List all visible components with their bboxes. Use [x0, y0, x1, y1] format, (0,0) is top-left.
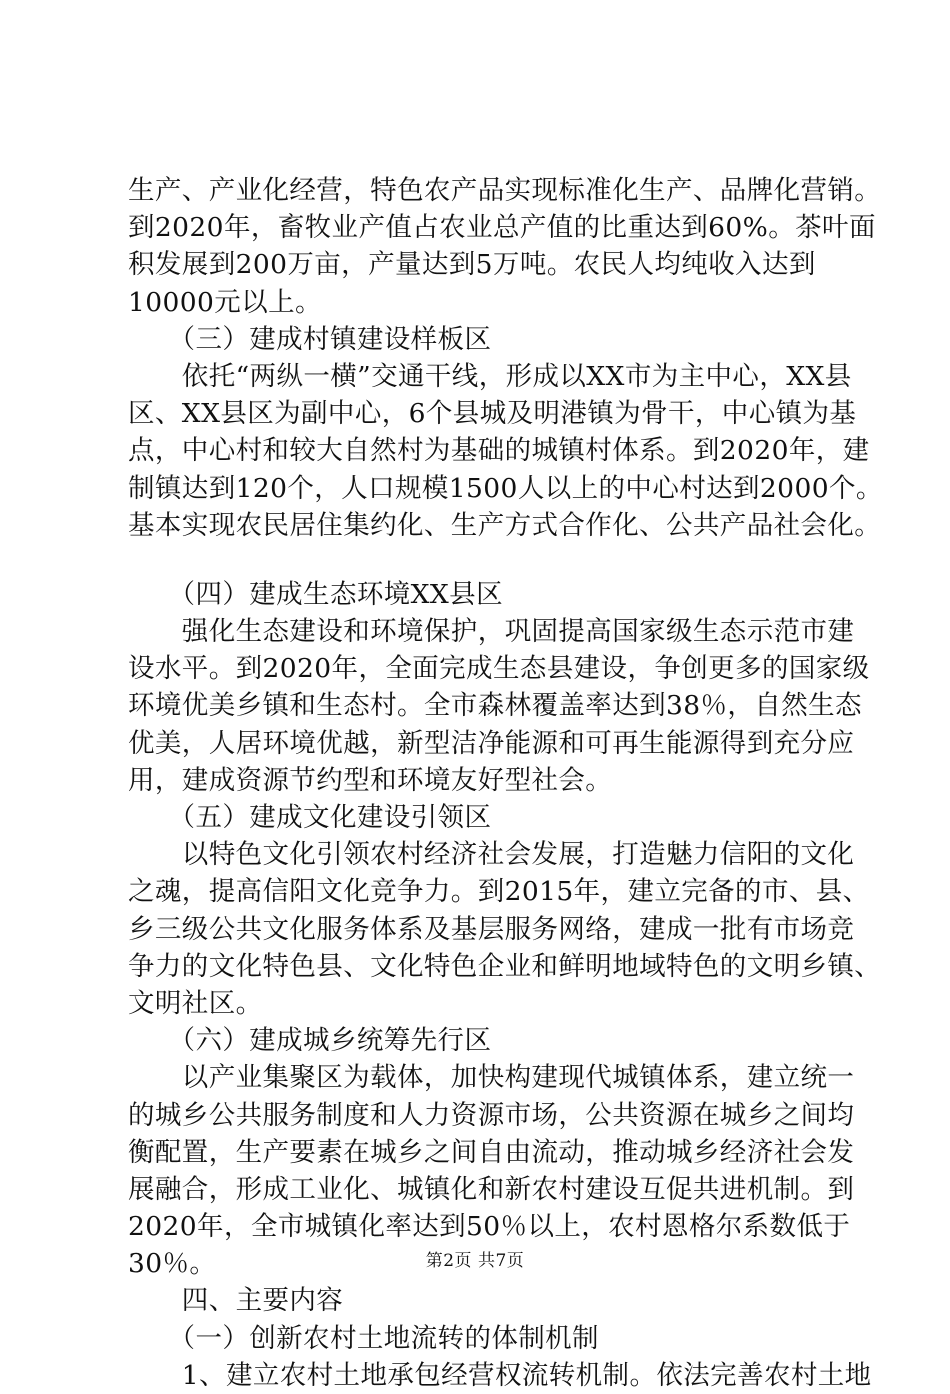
text-line: （六）建成城乡统筹先行区: [128, 1025, 492, 1057]
text-line: 用，建成资源节约型和环境友好型社会。: [128, 764, 613, 796]
document-body: [128, 172, 883, 1394]
text-line: 文明社区。: [128, 987, 263, 1019]
text-line: 乡三级公共文化服务体系及基层服务网络，建成一批有市场竞: [128, 913, 855, 945]
text-line: 依托“两纵一横”交通干线，形成以XX市为主中心，XX县: [128, 360, 852, 392]
text-line: 环境优美乡镇和生态村。全市森林覆盖率达到38％，自然生态: [128, 690, 862, 722]
text-line: 10000元以上。: [128, 286, 322, 318]
text-line: 30％。: [128, 1248, 217, 1280]
text-line: 以产业集聚区为载体，加快构建现代城镇体系，建立统一: [128, 1062, 855, 1094]
text-line: 2020年，全市城镇化率达到50％以上，农村恩格尔系数低于: [128, 1211, 851, 1243]
text-line: 区、XX县区为副中心，6个县城及明港镇为骨干，中心镇为基: [128, 398, 857, 430]
text-line: 展融合，形成工业化、城镇化和新农村建设互促共进机制。到: [128, 1173, 855, 1205]
text-line: 点，中心村和较大自然村为基础的城镇村体系。到2020年，建: [128, 435, 870, 467]
text-line: 1、建立农村土地承包经营权流转机制。依法完善农村土地: [128, 1359, 872, 1391]
text-line: 的城乡公共服务制度和人力资源市场，公共资源在城乡之间均: [128, 1099, 855, 1131]
text-line: 以特色文化引领农村经济社会发展，打造魅力信阳的文化: [128, 839, 855, 871]
text-line: （一）创新农村土地流转的体制机制: [128, 1322, 599, 1354]
text-line: （五）建成文化建设引领区: [128, 802, 492, 833]
text-line: 基本实现农民居住集约化、生产方式合作化、公共产品社会化。: [128, 509, 882, 541]
paragraph-gap: [128, 544, 840, 576]
text-line: 争力的文化特色县、文化特色企业和鲜明地域特色的文明乡镇、: [128, 950, 882, 982]
text-line: 四、主要内容: [128, 1285, 344, 1317]
text-line: （三）建成村镇建设样板区: [128, 323, 492, 355]
text-line: 强化生态建设和环境保护，巩固提高国家级生态示范市建: [128, 616, 855, 648]
text-line: 优美，人居环境优越，新型洁净能源和可再生能源得到充分应: [128, 727, 855, 759]
text-line: 到2020年，畜牧业产值占农业总产值的比重达到60%。茶叶面: [128, 212, 876, 244]
text-line: 设水平。到2020年，全面完成生态县建设，争创更多的国家级: [128, 653, 870, 685]
text-line: 积发展到200万亩，产量达到5万吨。农民人均纯收入达到: [128, 249, 816, 281]
text-line: 之魂，提高信阳文化竞争力。到2015年，建立完备的市、县、: [128, 876, 870, 908]
text-line: （四）建成生态环境XX县区: [128, 578, 503, 610]
page-footer: 第2页 共7页: [425, 1251, 525, 1271]
text-line: 衡配置，生产要素在城乡之间自由流动，推动城乡经济社会发: [128, 1136, 855, 1168]
text-line: 生产、产业化经营，特色农产品实现标准化生产、品牌化营销。: [128, 175, 882, 206]
text-line: 制镇达到120个，人口规模1500人以上的中心村达到2000个。: [128, 472, 883, 504]
